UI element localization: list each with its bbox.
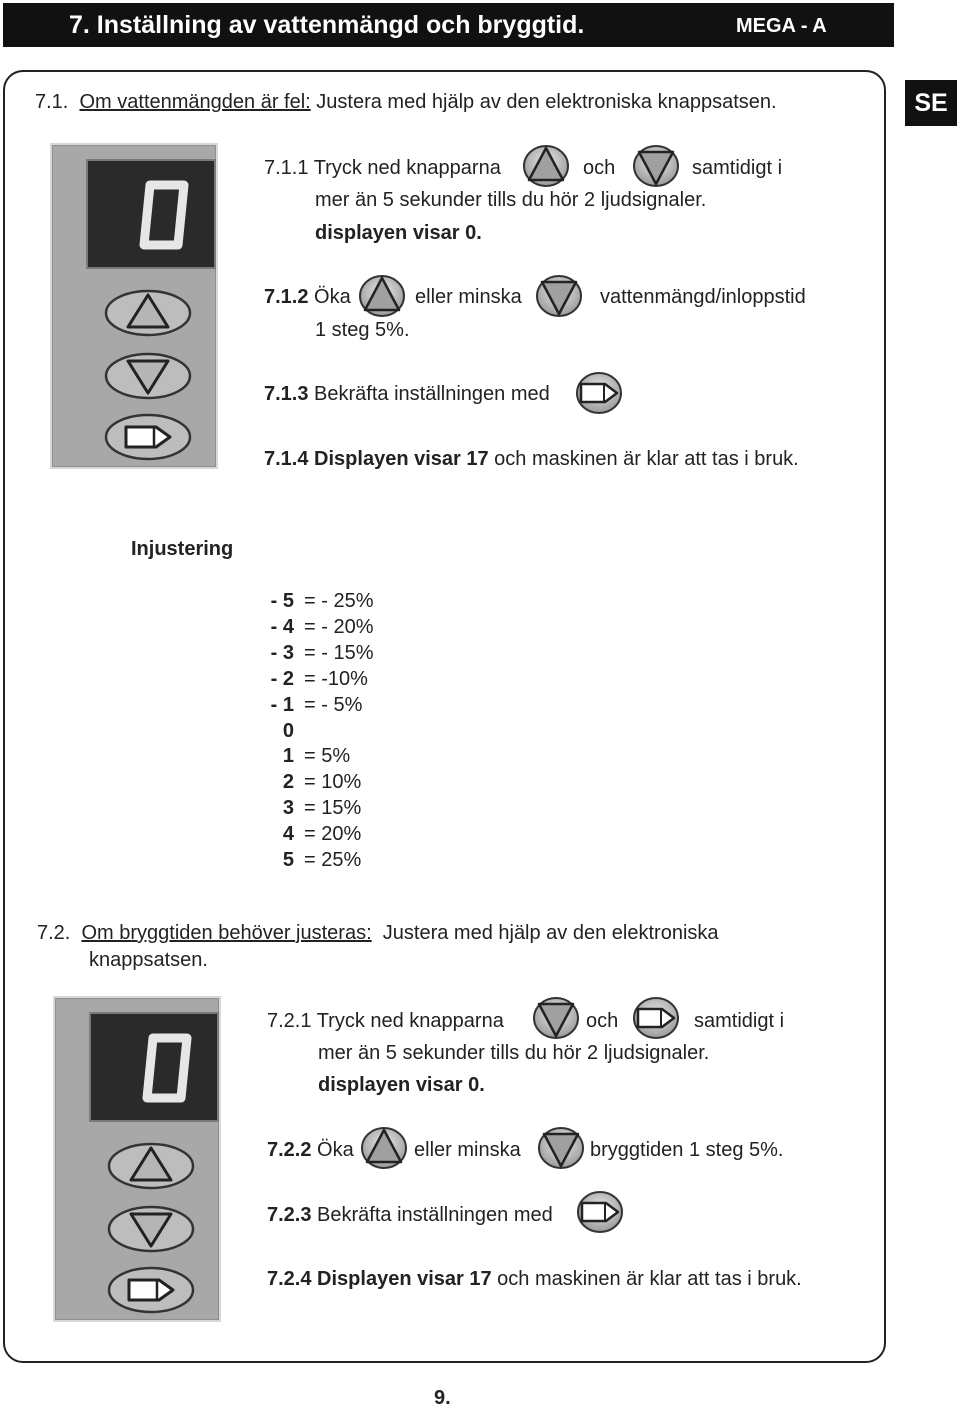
adjustment-step: - 3: [270, 641, 294, 664]
step-7-1-1-line2: mer än 5 sekunder tills du hör 2 ljudsignaler.: [315, 189, 707, 211]
step-7-2-3-text: 7.2.3 Bekräfta inställningen med: [267, 1204, 553, 1226]
panel-up-button[interactable]: [104, 289, 192, 337]
step-7-1-1-line3: displayen visar 0.: [315, 222, 482, 244]
section-7-2-title: Om bryggtiden behöver justeras:: [81, 922, 372, 944]
adjustment-percent: = - 25%: [304, 590, 374, 612]
adjustment-step: 5: [282, 849, 294, 871]
adjustment-percent: = 10%: [304, 771, 362, 794]
step-7-1-2-eller-minska: eller minska: [415, 286, 522, 308]
step-7-1-2-target: vattenmängd/inloppstid: [600, 286, 806, 308]
panel-enter-button[interactable]: [104, 413, 192, 461]
enter-icon: [576, 1190, 624, 1234]
keypad-panel-1: [50, 143, 218, 469]
step-7-2-1-samtidigt: samtidigt i: [694, 1010, 785, 1032]
step-7-2-4-text: 7.2.4 Displayen visar 17 och maskinen är klar att tas i bruk.: [267, 1268, 802, 1290]
section-7-1-title: Om vattenmängden är fel:: [79, 91, 311, 113]
adjustment-percent: = - 15%: [304, 641, 374, 664]
display-digit-zero: [91, 1014, 217, 1120]
step-7-1-3-text: 7.1.3 Bekräfta inställningen med: [264, 383, 550, 405]
page-header: [3, 3, 894, 47]
adjustment-step: 4: [282, 823, 294, 846]
adjustment-step: - 2: [270, 667, 294, 690]
step-7-2-1-text: 7.2.1 Tryck ned knapparna: [267, 1010, 504, 1032]
adjustment-step: - 4: [270, 615, 294, 638]
keypad-panel-2: [53, 996, 221, 1322]
panel-down-button[interactable]: [104, 352, 192, 400]
seven-segment-display: [89, 1012, 219, 1122]
adjustment-percent: = 15%: [304, 797, 362, 820]
language-badge: SE: [905, 80, 957, 126]
display-digit-zero: [88, 161, 214, 267]
down-arrow-icon: [537, 1126, 585, 1170]
step-7-2-2-text: 7.2.2 Öka: [267, 1139, 354, 1161]
adjustment-percent: = - 5%: [304, 693, 363, 716]
up-arrow-icon: [360, 1126, 408, 1170]
seven-segment-display: [86, 159, 216, 269]
adjustment-percent: = 20%: [304, 823, 362, 846]
step-7-1-2-line2: 1 steg 5%.: [315, 319, 410, 341]
adjustment-percent: = -10%: [304, 667, 368, 690]
page-number: 9.: [434, 1387, 451, 1409]
step-7-1-1-samtidigt: samtidigt i: [692, 157, 783, 179]
section-7-2-text-line2: knappsatsen.: [89, 949, 208, 971]
section-7-1-heading: 7.1. Om vattenmängden är fel: Justera med hjälp av den elektroniska knappsatsen.: [35, 91, 777, 113]
adjustment-title: Injustering: [131, 538, 234, 560]
adjustment-step: 2: [282, 771, 294, 794]
down-arrow-icon: [632, 144, 680, 188]
up-arrow-icon: [358, 274, 406, 318]
model-label: MEGA - A: [736, 15, 827, 37]
step-7-2-2-target: bryggtiden 1 steg 5%.: [590, 1139, 784, 1161]
down-arrow-icon: [535, 274, 583, 318]
enter-icon: [632, 996, 680, 1040]
step-7-2-1-och: och: [586, 1010, 619, 1032]
adjustment-step: - 5: [270, 590, 294, 612]
panel-up-button[interactable]: [107, 1142, 195, 1190]
step-7-2-1-line2: mer än 5 sekunder tills du hör 2 ljudsignaler.: [318, 1042, 710, 1064]
step-7-1-4-text: 7.1.4 Displayen visar 17 och maskinen är klar att tas i bruk.: [264, 448, 799, 470]
step-7-1-1-text: 7.1.1 Tryck ned knapparna: [264, 157, 501, 179]
adjustment-step: 3: [282, 797, 294, 820]
adjustment-percent: = 25%: [304, 849, 362, 871]
adjustment-step: 1: [282, 745, 294, 768]
step-7-1-2-text: 7.1.2 Öka: [264, 286, 351, 308]
step-7-1-1-och: och: [583, 157, 616, 179]
up-arrow-icon: [522, 144, 570, 188]
panel-enter-button[interactable]: [107, 1266, 195, 1314]
enter-icon: [575, 371, 623, 415]
panel-down-button[interactable]: [107, 1205, 195, 1253]
step-7-2-2-eller-minska: eller minska: [414, 1139, 521, 1161]
section-7-2-heading: 7.2. Om bryggtiden behöver justeras: Justera med hjälp av den elektroniska: [37, 922, 719, 944]
adjustment-step: 0: [282, 719, 294, 742]
step-7-2-1-line3: displayen visar 0.: [318, 1074, 485, 1096]
adjustment-percent: = 5%: [304, 745, 351, 768]
adjustment-percent: = - 20%: [304, 615, 374, 638]
page-title: 7. Inställning av vattenmängd och bryggtid.: [69, 11, 585, 39]
down-arrow-icon: [532, 996, 580, 1040]
adjustment-step: - 1: [270, 693, 294, 716]
